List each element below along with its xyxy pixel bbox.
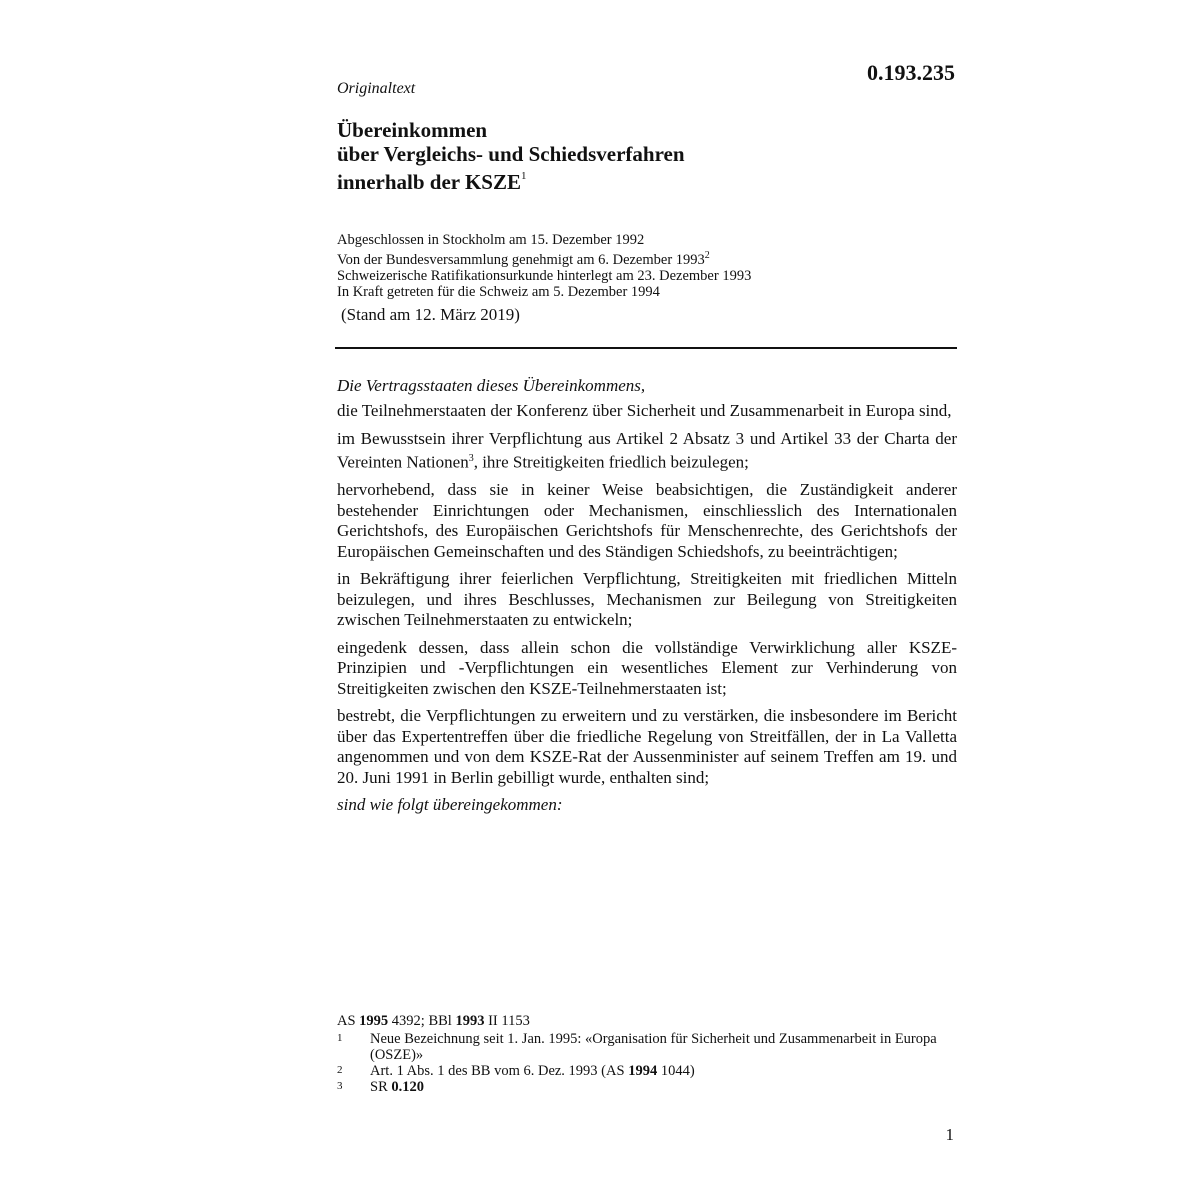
document-title — [337, 118, 957, 194]
preamble-paragraph-2-a: im Bewusstsein ihrer Verpflichtung aus Artikel 2 Absatz 3 und Artikel 33 der Charta der Vereinten Nationen — [337, 428, 957, 472]
footnote-3-number: 3 — [337, 1080, 343, 1092]
preamble-paragraph-2 — [337, 429, 957, 474]
footnote-3-text — [370, 1079, 957, 1095]
preamble — [337, 376, 957, 816]
as-prefix: AS — [337, 1013, 356, 1029]
footnote-2 — [337, 1063, 957, 1079]
main-column — [337, 80, 957, 823]
title-footnote-ref[interactable]: 1 — [521, 170, 527, 182]
footnote-1-text: Neue Bezeichnung seit 1. Jan. 1995: «Organisation für Sicherheit und Zusammenarbeit in Europa (OSZE)» — [370, 1031, 937, 1063]
footnote-2-text — [370, 1063, 957, 1079]
footnote-2-text-b: 1044) — [660, 1063, 695, 1079]
bbl-year: 1993 — [455, 1013, 485, 1029]
as-page: 4392; BBl — [391, 1013, 452, 1029]
preamble-paragraph-6: bestrebt, die Verpflichtungen zu erweitern und zu verstärken, die insbesondere im Bericht über das Expertentreffen über die friedliche Regelung von Streitfällen, der in La Valletta angenommen und von dem KSZE-Rat der Aussenminister auf seinem Treffen am 19. und 20. Juni 1991 in Berlin gebilligt wurde, enthalten sind; — [337, 706, 957, 787]
meta-approved: Von der Bundesversammlung genehmigt am 6. Dezember 1993 — [337, 251, 705, 268]
footnote-2-text-a: Art. 1 Abs. 1 des BB vom 6. Dez. 1993 (AS — [370, 1063, 625, 1079]
footnote-2-number: 2 — [337, 1064, 343, 1076]
title-line-3-text: innerhalb der KSZE — [337, 170, 521, 194]
footnote-3-sr-number: 0.120 — [391, 1079, 424, 1095]
title-line-1: Übereinkommen — [337, 118, 488, 142]
footnote-2-year: 1994 — [628, 1063, 658, 1079]
original-text-label: Originaltext — [337, 80, 416, 97]
preamble-footnote-ref-3[interactable]: 3 — [468, 453, 474, 465]
status-date: (Stand am 12. März 2019) — [341, 304, 520, 324]
footnote-1 — [337, 1031, 957, 1063]
as-year: 1995 — [359, 1013, 389, 1029]
meta-approved-line — [337, 248, 957, 268]
header-divider — [335, 347, 957, 349]
official-compilation-reference — [337, 1013, 957, 1029]
footnote-1-number: 1 — [337, 1032, 343, 1044]
footnote-3 — [337, 1079, 957, 1095]
preamble-paragraph-1: die Teilnehmerstaaten der Konferenz über Sicherheit und Zusammenarbeit in Europa sind, — [337, 401, 952, 421]
preamble-closing: sind wie folgt übereingekommen: — [337, 795, 563, 815]
title-line-3 — [337, 166, 957, 194]
meta-in-force: In Kraft getreten für die Schweiz am 5. Dezember 1994 — [337, 283, 660, 300]
meta-approved-footnote-ref[interactable]: 2 — [704, 250, 710, 261]
footnotes — [337, 1013, 957, 1095]
preamble-paragraph-2-b: , ihre Streitigkeiten friedlich beizulegen; — [473, 452, 749, 472]
preamble-intro: Die Vertragsstaaten dieses Übereinkommens, — [337, 375, 646, 395]
meta-concluded: Abgeschlossen in Stockholm am 15. Dezember 1992 — [337, 232, 645, 248]
meta-ratified: Schweizerische Ratifikationsurkunde hinterlegt am 23. Dezember 1993 — [337, 267, 752, 284]
treaty-metadata — [337, 232, 957, 300]
title-line-2: über Vergleichs- und Schiedsverfahren — [337, 142, 685, 166]
preamble-paragraph-5: eingedenk dessen, dass allein schon die vollständige Verwirklichung aller KSZE-Prinzipien und -Verpflichtungen ein wesentliches Element zur Verhinderung von Streitigkeiten zwischen den KSZE-Teilnehmerstaaten ist; — [337, 637, 957, 698]
bbl-rest: II 1153 — [488, 1013, 530, 1029]
footnote-3-prefix: SR — [370, 1079, 388, 1095]
preamble-paragraph-4: in Bekräftigung ihrer feierlichen Verpflichtung, Streitigkeiten mit friedlichen Mitteln beizulegen, und ihres Beschlusses, Mechanismen zur Beilegung von Streitigkeiten zwischen Teilnehmerstaaten zu entwickeln; — [337, 569, 957, 630]
preamble-paragraph-3: hervorhebend, dass sie in keiner Weise beabsichtigen, die Zuständigkeit anderer bestehender Einrichtungen oder Mechanismen, einschliesslich des Internationalen Gerichtshofs, des Europäischen Gerichtshofs für Menschenrechte, des Gerichtshofs der Europäischen Gemeinschaften und des Ständigen Schiedshofs, zu beeinträchtigen; — [337, 480, 957, 561]
sr-number: 0.193.235 — [867, 60, 955, 85]
page-number: 1 — [945, 1125, 954, 1144]
